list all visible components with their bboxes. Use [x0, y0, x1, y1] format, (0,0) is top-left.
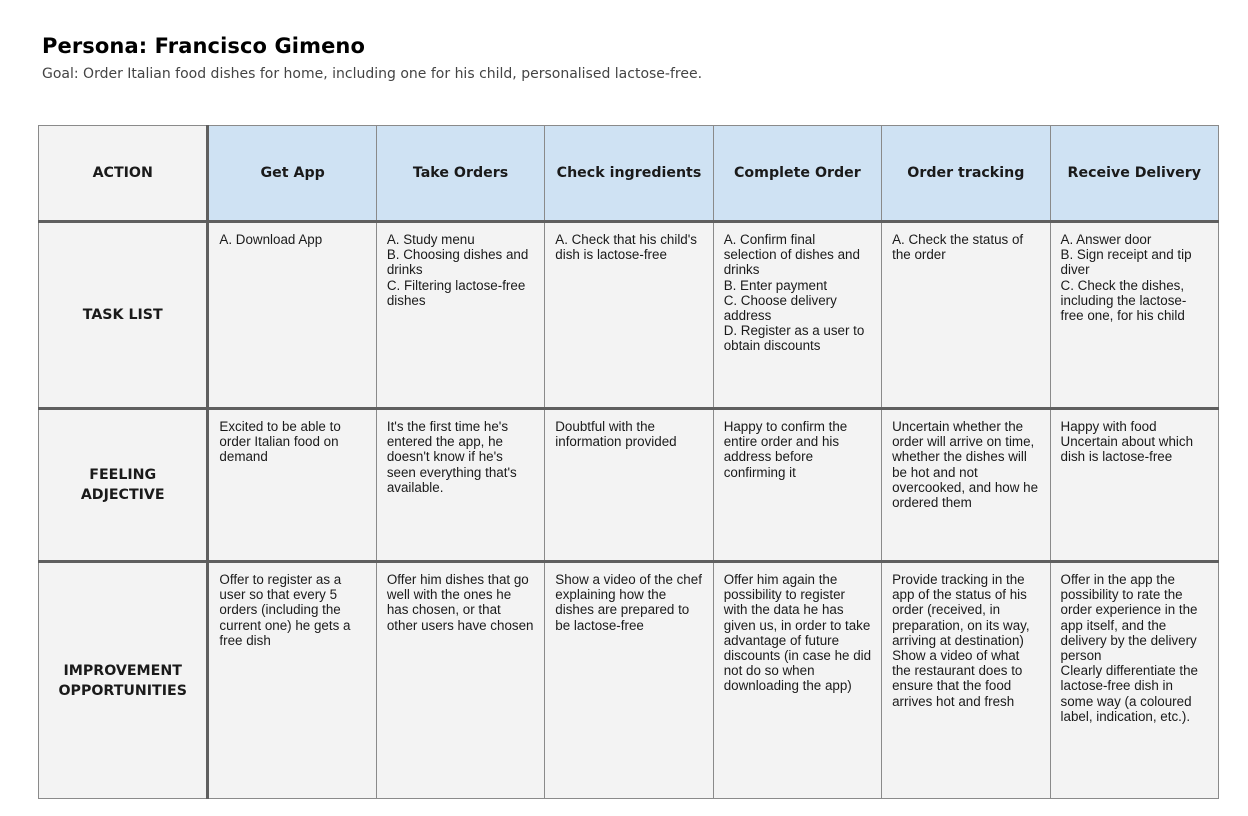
table-cell: Provide tracking in the app of the status of his order (received, in preparation, on its way, arriving at destination) Show a video of what the restaurant does to ensure that the food arrives hot and fresh — [882, 562, 1050, 799]
page-header — [42, 32, 702, 84]
table-row-feeling-adjective — [39, 409, 1219, 562]
table-cell: Offer in the app the possibility to rate the order experience in the app itself, and the delivery by the delivery person Clearly differentiate the lactose-free dish in some way (a coloured label, indication, etc.). — [1050, 562, 1218, 799]
table-cell: A. Answer door B. Sign receipt and tip diver C. Check the dishes, including the lactose-free one, for his child — [1050, 222, 1218, 409]
table-cell: Offer to register as a user so that every 5 orders (including the current one) he gets a free dish — [208, 562, 376, 799]
journey-map-table — [38, 125, 1219, 799]
table-row-task-list — [39, 222, 1219, 409]
table-cell: Happy with food Uncertain about which dish is lactose-free — [1050, 409, 1218, 562]
column-header-order-tracking: Order tracking — [882, 126, 1050, 222]
table-cell: A. Study menu B. Choosing dishes and drinks C. Filtering lactose-free dishes — [376, 222, 544, 409]
row-header-feeling-adjective: FEELING ADJECTIVE — [39, 409, 208, 562]
column-header-complete-order: Complete Order — [713, 126, 881, 222]
header-row — [39, 126, 1219, 222]
table-cell: Show a video of the chef explaining how the dishes are prepared to be lactose-free — [545, 562, 713, 799]
corner-header-action: ACTION — [39, 126, 208, 222]
table-cell: Doubtful with the information provided — [545, 409, 713, 562]
table-cell: A. Check the status of the order — [882, 222, 1050, 409]
column-header-get-app: Get App — [208, 126, 376, 222]
table-row-improvement-opportunities — [39, 562, 1219, 799]
table-cell: Offer him again the possibility to register with the data he has given us, in order to take advantage of future discounts (in case he did not do so when downloading the app) — [713, 562, 881, 799]
row-header-improvement-opportunities: IMPROVEMENT OPPORTUNITIES — [39, 562, 208, 799]
column-header-check-ingredients: Check ingredients — [545, 126, 713, 222]
table-cell: A. Check that his child's dish is lactose-free — [545, 222, 713, 409]
persona-goal: Goal: Order Italian food dishes for home, including one for his child, personalised lactose-free. — [42, 66, 703, 82]
table-cell: Happy to confirm the entire order and his address before confirming it — [713, 409, 881, 562]
table-cell: It's the first time he's entered the app, he doesn't know if he's seen everything that's available. — [376, 409, 544, 562]
table-cell: Offer him dishes that go well with the ones he has chosen, or that other users have chosen — [376, 562, 544, 799]
table-cell: A. Confirm final selection of dishes and drinks B. Enter payment C. Choose delivery address D. Register as a user to obtain discounts — [713, 222, 881, 409]
row-header-task-list: TASK LIST — [39, 222, 208, 409]
page-title: Persona: Francisco Gimeno — [42, 34, 365, 58]
table-cell: A. Download App — [208, 222, 376, 409]
column-header-take-orders: Take Orders — [376, 126, 544, 222]
table-cell: Excited to be able to order Italian food on demand — [208, 409, 376, 562]
table-cell: Uncertain whether the order will arrive on time, whether the dishes will be hot and not overcooked, and how he ordered them — [882, 409, 1050, 562]
column-header-receive-delivery: Receive Delivery — [1050, 126, 1218, 222]
